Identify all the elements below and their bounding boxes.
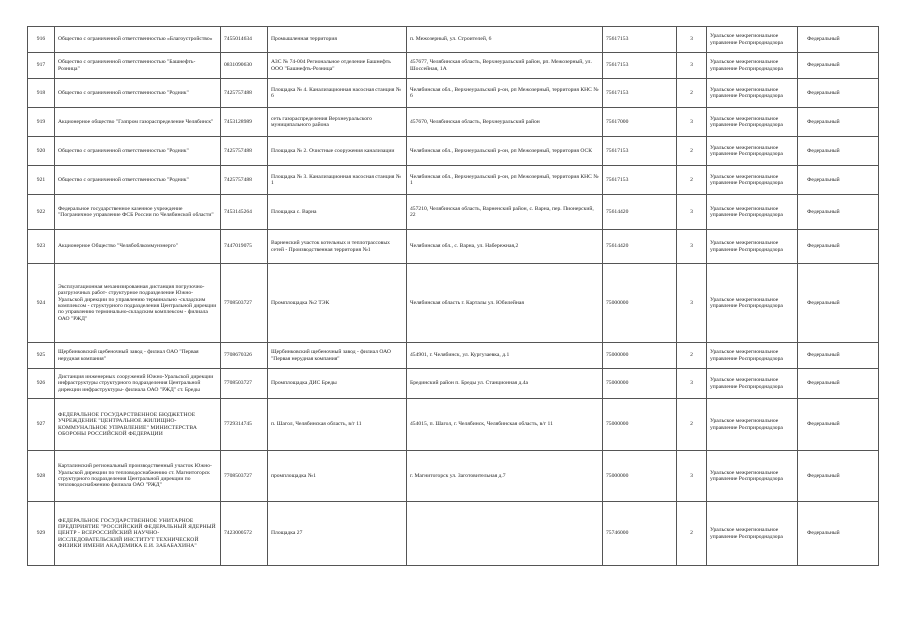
object-address: 457210, Челябинская область, Варненский район, с. Варна, пер. Пионерский, 22: [407, 195, 603, 230]
hazard-category: 3: [677, 195, 707, 230]
row-number: 928: [28, 451, 55, 502]
hazard-category: 2: [677, 399, 707, 451]
table-row: [28, 137, 879, 166]
row-number: 917: [28, 53, 55, 79]
table-row: [28, 264, 879, 343]
organization-name: Эксплуатационная механизированная дистанция погрузочно-разгрузочных работ- структурное подразделение Южно- Уральской дирекции по управлению терминально -складским комплексом - структурного подразделения Центральной дирекции по управлению терминально-складским комплексом - филиала ОАО "РЖД": [55, 264, 221, 343]
inn-value: 7453145264: [221, 195, 268, 230]
supervision-level: Федеральный: [798, 502, 879, 566]
oktmo-code: 75617153: [603, 79, 677, 108]
supervising-agency: Уральское межрегиональное управление Росприроднадзора: [707, 166, 798, 195]
organization-name: Акционерное Общество "Челябоблкоммунэнерго": [55, 230, 221, 264]
object-name: сеть газораспределения Верхнеуральского муниципального района: [268, 108, 407, 137]
oktmo-code: 75614420: [603, 195, 677, 230]
row-number: 919: [28, 108, 55, 137]
supervising-agency: Уральское межрегиональное управление Росприроднадзора: [707, 502, 798, 566]
inn-value: 7708503727: [221, 369, 268, 399]
hazard-category: 3: [677, 53, 707, 79]
oktmo-code: 75000000: [603, 369, 677, 399]
row-number: 918: [28, 79, 55, 108]
organization-name: Щербинковский щебеночный завод - филиал ОАО "Первая нерудная компания": [55, 343, 221, 369]
row-number: 920: [28, 137, 55, 166]
object-name: п. Шагол, Челябинская область, в/г 11: [268, 399, 407, 451]
hazard-category: 3: [677, 108, 707, 137]
supervision-level: Федеральный: [798, 230, 879, 264]
organization-name: Акционерное общество "Газпром газораспределение Челябинск": [55, 108, 221, 137]
organization-name: Общество с ограниченной ответственностью "Родник": [55, 79, 221, 108]
object-address: 454901, г. Челябинск, ул. Кургузаевка, д.1: [407, 343, 603, 369]
row-number: 924: [28, 264, 55, 343]
object-address: 454015, п. Шагол, г. Челябинск, Челябинская область, в/г 11: [407, 399, 603, 451]
organization-name: ФЕДЕРАЛЬНОЕ ГОСУДАРСТВЕННОЕ БЮДЖЕТНОЕ УЧРЕЖДЕНИЕ "ЦЕНТРАЛЬНОЕ ЖИЛИЩНО-КОММУНАЛЬНОЕ УПРАВЛЕНИЕ" МИНИСТЕРСТВА ОБОРОНЫ РОССИЙСКОЙ ФЕДЕРАЦИИ: [55, 399, 221, 451]
inn-value: 7425757488: [221, 166, 268, 195]
supervising-agency: Уральское межрегиональное управление Росприроднадзора: [707, 27, 798, 53]
oktmo-code: 75617153: [603, 27, 677, 53]
oktmo-code: 75617153: [603, 166, 677, 195]
registry-table: [27, 26, 879, 566]
organization-name: Общество с ограниченной ответственностью "Родник": [55, 137, 221, 166]
object-address: Челябинская область г. Карталы ул. Юбилейная: [407, 264, 603, 343]
row-number: 926: [28, 369, 55, 399]
object-name: Варненский участок котельных и теплотрассовых сетей - Производственная территория №1: [268, 230, 407, 264]
object-address: Челябинская обл., Верхнеуральский р-он, рп Межозерный, территория КНС № 6: [407, 79, 603, 108]
row-number: 929: [28, 502, 55, 566]
supervising-agency: Уральское межрегиональное управление Росприроднадзора: [707, 399, 798, 451]
hazard-category: 3: [677, 264, 707, 343]
hazard-category: 2: [677, 502, 707, 566]
table-body: [28, 27, 879, 566]
hazard-category: 2: [677, 343, 707, 369]
supervision-level: Федеральный: [798, 369, 879, 399]
supervising-agency: Уральское межрегиональное управление Росприроднадзора: [707, 195, 798, 230]
row-number: 921: [28, 166, 55, 195]
object-address: Брединский район п. Бреды ул. Станционная д.4а: [407, 369, 603, 399]
table-row: [28, 79, 879, 108]
hazard-category: 2: [677, 166, 707, 195]
table-row: [28, 369, 879, 399]
supervision-level: Федеральный: [798, 399, 879, 451]
object-address: п. Межозерный, ул. Строителей, 6: [407, 27, 603, 53]
supervising-agency: Уральское межрегиональное управление Росприроднадзора: [707, 79, 798, 108]
object-address: Челябинская обл., Верхнеуральский р-он, рп Межозерный, территория ОСК: [407, 137, 603, 166]
table-row: [28, 343, 879, 369]
supervision-level: Федеральный: [798, 166, 879, 195]
inn-value: 7455014634: [221, 27, 268, 53]
table-row: [28, 53, 879, 79]
object-name: Площадка № 2. Очистные сооружения канализации: [268, 137, 407, 166]
supervision-level: Федеральный: [798, 27, 879, 53]
table-row: [28, 502, 879, 566]
organization-name: Федеральное государственное казенное учреждение "Пограничное управление ФСБ России по Челябинской области": [55, 195, 221, 230]
inn-value: 7729314745: [221, 399, 268, 451]
hazard-category: 3: [677, 451, 707, 502]
oktmo-code: 75617000: [603, 108, 677, 137]
object-address: Челябинская обл., с. Варна, ул. Набережная,2: [407, 230, 603, 264]
supervision-level: Федеральный: [798, 137, 879, 166]
supervision-level: Федеральный: [798, 264, 879, 343]
inn-value: 7708503727: [221, 451, 268, 502]
hazard-category: 3: [677, 369, 707, 399]
object-name: Промплощадка №2 ТЭК: [268, 264, 407, 343]
hazard-category: 3: [677, 27, 707, 53]
inn-value: 7425757488: [221, 137, 268, 166]
inn-value: 0831090630: [221, 53, 268, 79]
oktmo-code: 75000000: [603, 264, 677, 343]
oktmo-code: 75000000: [603, 399, 677, 451]
inn-value: 7708670326: [221, 343, 268, 369]
object-name: Площадка № 3. Канализационная насосная станция № 1: [268, 166, 407, 195]
supervision-level: Федеральный: [798, 53, 879, 79]
row-number: 923: [28, 230, 55, 264]
inn-value: 7423000572: [221, 502, 268, 566]
table-row: [28, 230, 879, 264]
organization-name: Дистанция инженерных сооружений Южно-Уральской дирекции инфраструктуры структурного подразделения Центральной дирекции инфраструктуры- филиала ОАО "РЖД" ст. Бреды: [55, 369, 221, 399]
supervision-level: Федеральный: [798, 108, 879, 137]
supervision-level: Федеральный: [798, 195, 879, 230]
oktmo-code: 75617153: [603, 53, 677, 79]
object-address: 457677, Челябинская область, Верхнеуральский район, рп. Межозерный, ул. Шоссейная, 1А: [407, 53, 603, 79]
document-page: [27, 26, 878, 566]
table-row: [28, 108, 879, 137]
row-number: 927: [28, 399, 55, 451]
object-address: [407, 502, 603, 566]
inn-value: 7708503727: [221, 264, 268, 343]
supervision-level: Федеральный: [798, 79, 879, 108]
hazard-category: 2: [677, 137, 707, 166]
table-row: [28, 27, 879, 53]
inn-value: 7453128989: [221, 108, 268, 137]
object-name: АЗС № 74-004 Региональное отделение Башнефть ООО "Башнефть-Розница": [268, 53, 407, 79]
object-name: Промышленная территория: [268, 27, 407, 53]
supervising-agency: Уральское межрегиональное управление Росприроднадзора: [707, 108, 798, 137]
object-address: г. Магнитогорск ул. Заготовительная д.7: [407, 451, 603, 502]
object-name: Площадка 27: [268, 502, 407, 566]
inn-value: 7447019075: [221, 230, 268, 264]
table-row: [28, 451, 879, 502]
organization-name: Общество с ограниченной ответственностью «Благоустройство»: [55, 27, 221, 53]
row-number: 925: [28, 343, 55, 369]
oktmo-code: 75614420: [603, 230, 677, 264]
row-number: 916: [28, 27, 55, 53]
table-row: [28, 195, 879, 230]
organization-name: Общество с ограниченной ответственностью "Башнефть-Розница": [55, 53, 221, 79]
supervision-level: Федеральный: [798, 343, 879, 369]
hazard-category: 2: [677, 79, 707, 108]
object-name: Щербинковский щебеночный завод - филиал ОАО "Первая нерудная компания": [268, 343, 407, 369]
supervising-agency: Уральское межрегиональное управление Росприроднадзора: [707, 451, 798, 502]
supervising-agency: Уральское межрегиональное управление Росприроднадзора: [707, 369, 798, 399]
object-name: Площадка № 4. Канализационная насосная станция № 6: [268, 79, 407, 108]
oktmo-code: 75000000: [603, 343, 677, 369]
supervising-agency: Уральское межрегиональное управление Росприроднадзора: [707, 343, 798, 369]
supervising-agency: Уральское межрегиональное управление Росприроднадзора: [707, 137, 798, 166]
row-number: 922: [28, 195, 55, 230]
oktmo-code: 75617153: [603, 137, 677, 166]
organization-name: Общество с ограниченной ответственностью "Родник": [55, 166, 221, 195]
table-row: [28, 399, 879, 451]
object-name: Площадка с. Варна: [268, 195, 407, 230]
supervising-agency: Уральское межрегиональное управление Росприроднадзора: [707, 230, 798, 264]
object-address: Челябинская обл., Верхнеуральский р-он, рп Межозерный, территория КНС № 1: [407, 166, 603, 195]
inn-value: 7425757488: [221, 79, 268, 108]
object-address: 457670, Челябинская область, Верхнеуральский район: [407, 108, 603, 137]
supervising-agency: Уральское межрегиональное управление Росприроднадзора: [707, 53, 798, 79]
supervision-level: Федеральный: [798, 451, 879, 502]
organization-name: Карталинский региональный производственный участок Южно-Уральской дирекции по тепловодоснабжению ст. Магнитогорск структурного подразделения Центральной дирекции по тепловодоснабжению филиала ОАО "РЖД": [55, 451, 221, 502]
organization-name: ФЕДЕРАЛЬНОЕ ГОСУДАРСТВЕННОЕ УНИТАРНОЕ ПРЕДПРИЯТИЕ "РОССИЙСКИЙ ФЕДЕРАЛЬНЫЙ ЯДЕРНЫЙ ЦЕНТР - ВСЕРОССИЙСКИЙ НАУЧНО-ИССЛЕДОВАТЕЛЬСКИЙ ИНСТИТУТ ТЕХНИЧЕСКОЙ ФИЗИКИ ИМЕНИ АКАДЕМИКА Е.И. ЗАБАБАХИНА": [55, 502, 221, 566]
object-name: Промплощадка ДИС Бреды: [268, 369, 407, 399]
oktmo-code: 75746000: [603, 502, 677, 566]
oktmo-code: 75000000: [603, 451, 677, 502]
table-row: [28, 166, 879, 195]
supervising-agency: Уральское межрегиональное управление Росприроднадзора: [707, 264, 798, 343]
hazard-category: 3: [677, 230, 707, 264]
object-name: промплощадка №1: [268, 451, 407, 502]
